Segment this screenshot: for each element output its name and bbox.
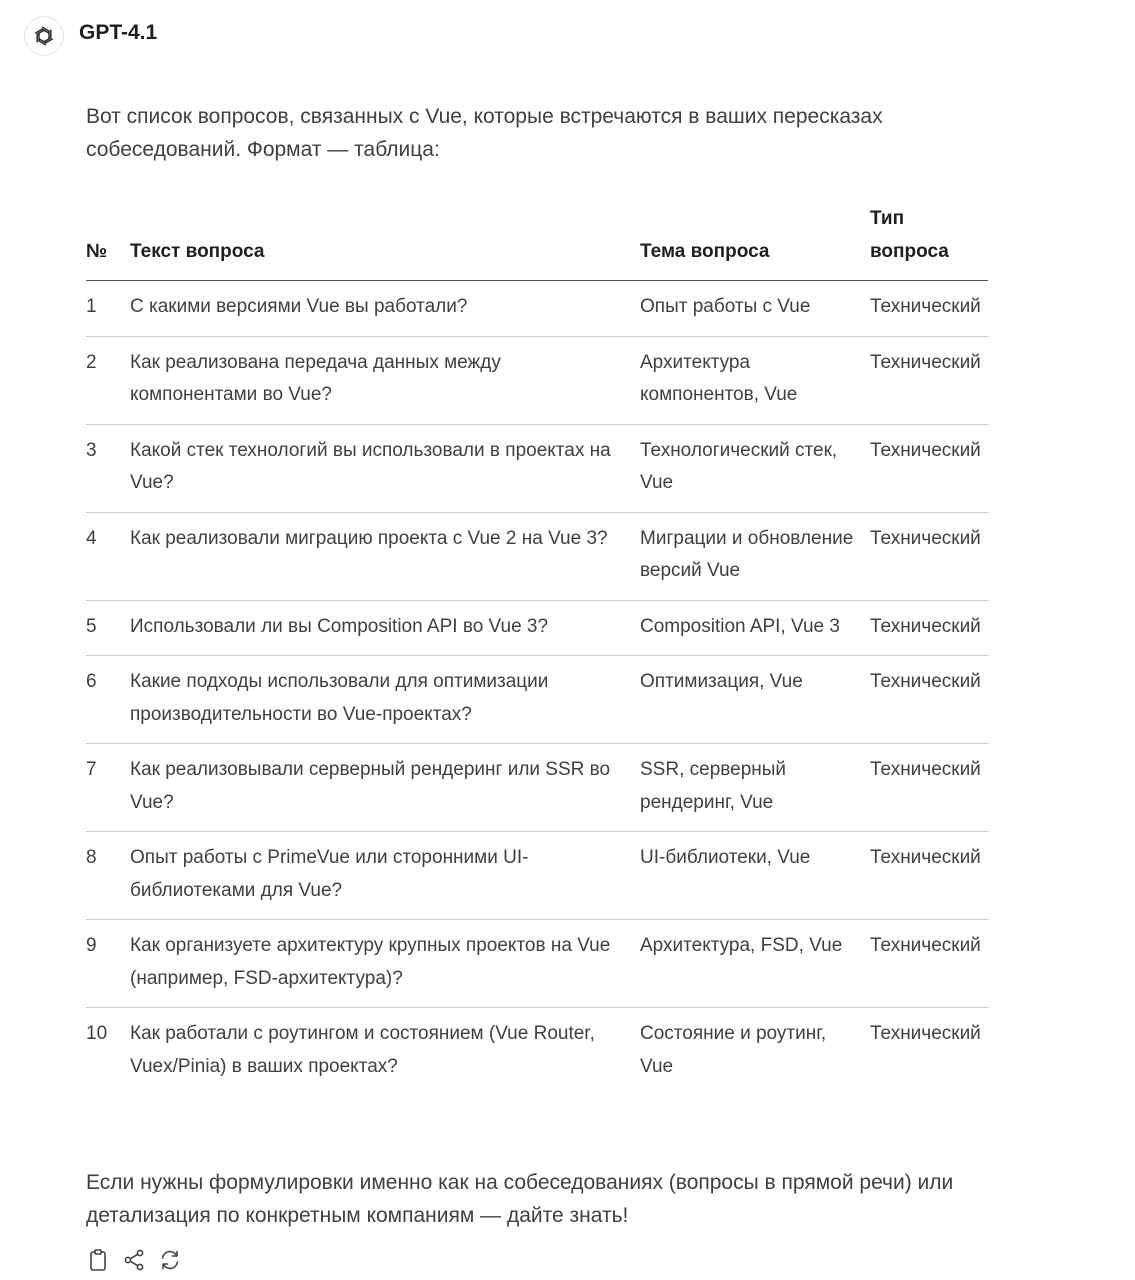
table-row <box>86 832 988 920</box>
message-actions <box>86 1248 182 1272</box>
table-row <box>86 1008 988 1096</box>
table-row <box>86 600 988 656</box>
table-row <box>86 656 988 744</box>
table-header-row <box>86 203 988 281</box>
row-number: 3 <box>86 424 130 512</box>
question-text: Какие подходы использовали для оптимизации производительности во Vue-проектах? <box>130 656 640 744</box>
row-number: 4 <box>86 512 130 600</box>
question-type: Технический <box>870 281 988 337</box>
question-type: Технический <box>870 656 988 744</box>
question-type: Технический <box>870 744 988 832</box>
copy-button[interactable] <box>86 1248 110 1272</box>
table-row <box>86 424 988 512</box>
question-text: Как работали с роутингом и состоянием (Vue Router, Vuex/Pinia) в ваших проектах? <box>130 1023 595 1077</box>
question-topic: Архитектура, FSD, Vue <box>640 920 870 1008</box>
openai-logo-icon <box>24 16 64 56</box>
question-topic: Оптимизация, Vue <box>640 656 870 744</box>
header-question-topic: Тема вопроса <box>640 203 870 281</box>
question-text: Как реализовали миграцию проекта с Vue 2 на Vue 3? <box>130 512 640 600</box>
row-number: 6 <box>86 656 130 744</box>
share-icon <box>122 1248 146 1272</box>
question-text: Как реализовывали серверный рендеринг или SSR во Vue? <box>130 744 640 832</box>
table-row <box>86 744 988 832</box>
row-number: 2 <box>86 336 130 424</box>
header-question-type: Тип вопроса <box>870 203 988 281</box>
row-number: 5 <box>86 600 130 656</box>
header-number: № <box>86 203 130 281</box>
share-button[interactable] <box>122 1248 146 1272</box>
intro-text: Вот список вопросов, связанных с Vue, которые встречаются в ваших пересказах собеседований. Формат — таблица: <box>86 105 883 161</box>
question-topic: UI-библиотеки, Vue <box>640 832 870 920</box>
question-type: Технический <box>870 600 988 656</box>
message-header <box>24 16 157 56</box>
table-row <box>86 336 988 424</box>
outro-text: Если нужны формулировки именно как на собеседованиях (вопросы в прямой речи) или детализация по конкретным компаниям — дайте знать! <box>86 1171 954 1227</box>
question-text: Как реализована передача данных между компонентами во Vue? <box>130 336 640 424</box>
question-type: Технический <box>870 424 988 512</box>
row-number: 7 <box>86 744 130 832</box>
question-type: Технический <box>870 832 988 920</box>
question-topic: Опыт работы с Vue <box>640 281 870 337</box>
question-type: Технический <box>870 512 988 600</box>
header-question-text: Текст вопроса <box>130 203 640 281</box>
question-type: Технический <box>870 336 988 424</box>
question-text: С какими версиями Vue вы работали? <box>130 281 640 337</box>
question-text: Использовали ли вы Composition API во Vue 3? <box>130 600 640 656</box>
question-topic: Архитектура компонентов, Vue <box>640 336 870 424</box>
question-type: Технический <box>870 1023 981 1044</box>
question-topic: Миграции и обновление версий Vue <box>640 512 870 600</box>
questions-table <box>86 203 988 1095</box>
question-topic: Composition API, Vue 3 <box>640 600 870 656</box>
question-topic: Состояние и роутинг, Vue <box>640 1023 827 1077</box>
question-text: Какой стек технологий вы использовали в проектах на Vue? <box>130 424 640 512</box>
refresh-icon <box>158 1248 182 1272</box>
row-number: 9 <box>86 920 130 1008</box>
question-type: Технический <box>870 920 988 1008</box>
row-number: 8 <box>86 832 130 920</box>
question-topic: SSR, серверный рендеринг, Vue <box>640 744 870 832</box>
question-text: Как организуете архитектуру крупных проектов на Vue (например, FSD-архитектура)? <box>130 920 640 1008</box>
row-number: 1 <box>86 281 130 337</box>
row-number: 10 <box>86 1023 108 1044</box>
clipboard-icon <box>87 1248 109 1272</box>
table-row <box>86 281 988 337</box>
question-topic: Технологический стек, Vue <box>640 424 870 512</box>
table-row <box>86 920 988 1008</box>
model-name: GPT-4.1 <box>79 21 158 44</box>
table-row <box>86 512 988 600</box>
regenerate-button[interactable] <box>158 1248 182 1272</box>
question-text: Опыт работы с PrimeVue или сторонними UI-библиотеками для Vue? <box>130 832 640 920</box>
